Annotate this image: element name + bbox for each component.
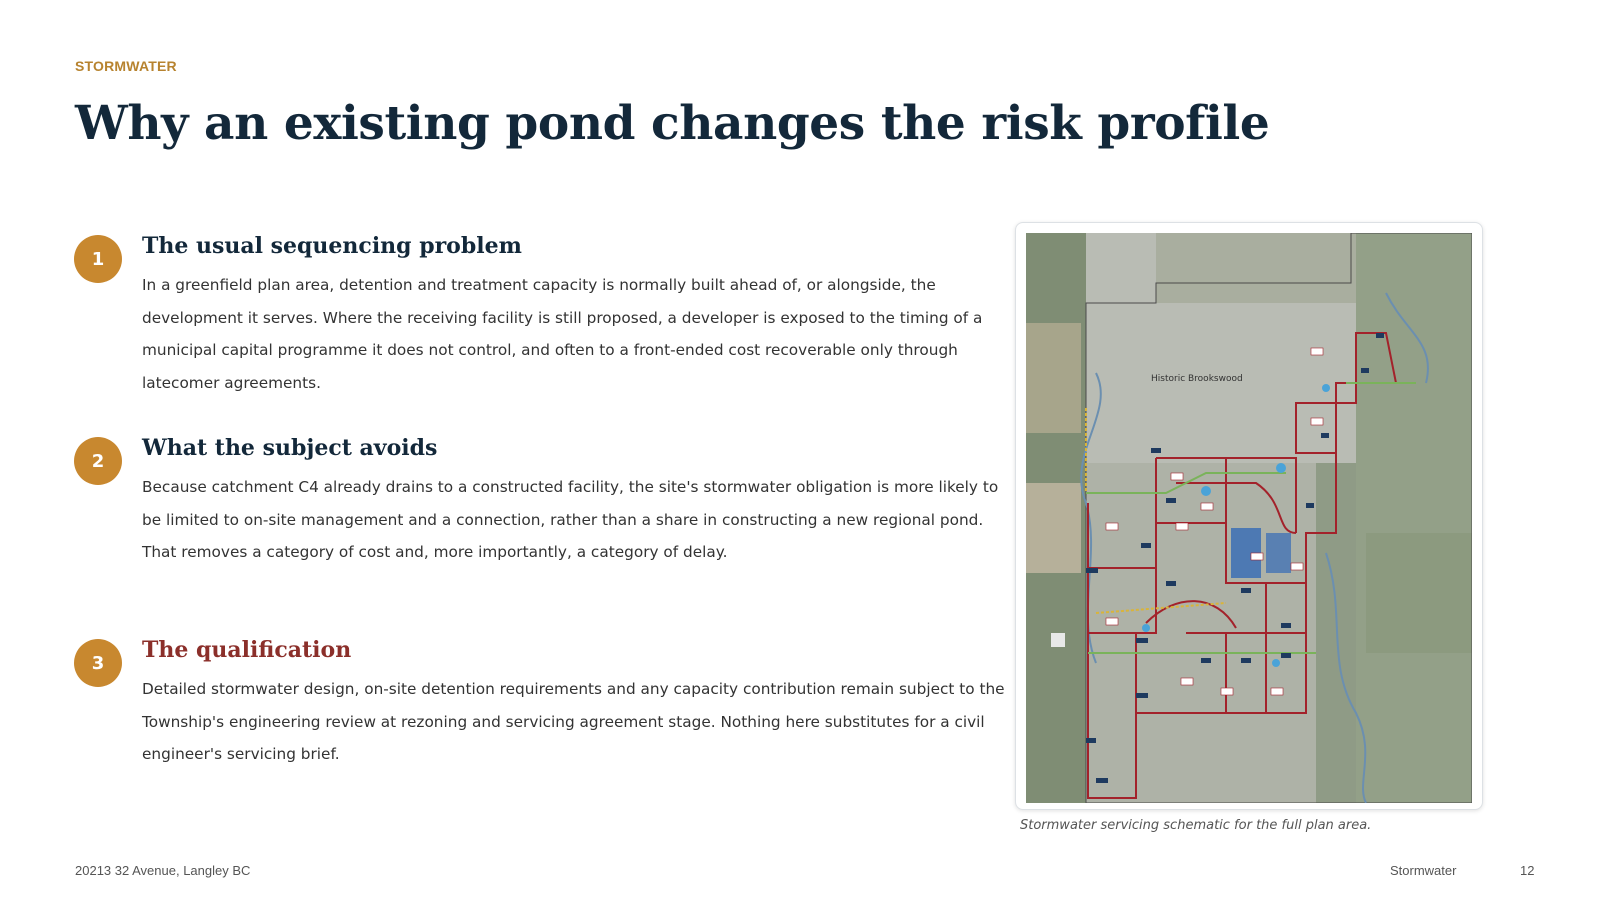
- page-number: 12: [1520, 863, 1535, 878]
- point-body: In a greenfield plan area, detention and treatment capacity is normally built ahead of, or alongside, the development it serves. Where the receiving facility is still proposed, a developer is exposed to the timing of a municipal capital programme it does not control, and often to a front-ended cost recoverable only through latecomer agreements.: [142, 276, 983, 392]
- number-badge: 1: [74, 235, 122, 283]
- map-place-label: Historic Brookswood: [1151, 374, 1243, 384]
- footer-section-label: Stormwater: [1390, 863, 1457, 878]
- number-badge: 3: [74, 639, 122, 687]
- point-heading: The qualification: [142, 637, 352, 663]
- footer-address: 20213 32 Avenue, Langley BC: [75, 863, 251, 878]
- number-badge: 2: [74, 437, 122, 485]
- point-body: Detailed stormwater design, on-site detention requirements and any capacity contribution remain subject to the Township's engineering review at rezoning and servicing agreement stage. Nothing here substitutes for a civil engineer's servicing brief.: [142, 680, 1005, 763]
- section-eyebrow: STORMWATER: [75, 58, 177, 74]
- stormwater-schematic-map: [1026, 233, 1472, 803]
- point-heading: The usual sequencing problem: [142, 233, 522, 259]
- page-title: Why an existing pond changes the risk profile: [75, 96, 1270, 151]
- figure-caption: Stormwater servicing schematic for the full plan area.: [1020, 818, 1372, 833]
- point-heading: What the subject avoids: [142, 435, 438, 461]
- map-figure: [1015, 222, 1483, 810]
- point-body: Because catchment C4 already drains to a constructed facility, the site's stormwater obligation is more likely to be limited to on-site management and a connection, rather than a share in constructing a new regional pond. That removes a category of cost and, more importantly, a category of delay.: [142, 478, 999, 561]
